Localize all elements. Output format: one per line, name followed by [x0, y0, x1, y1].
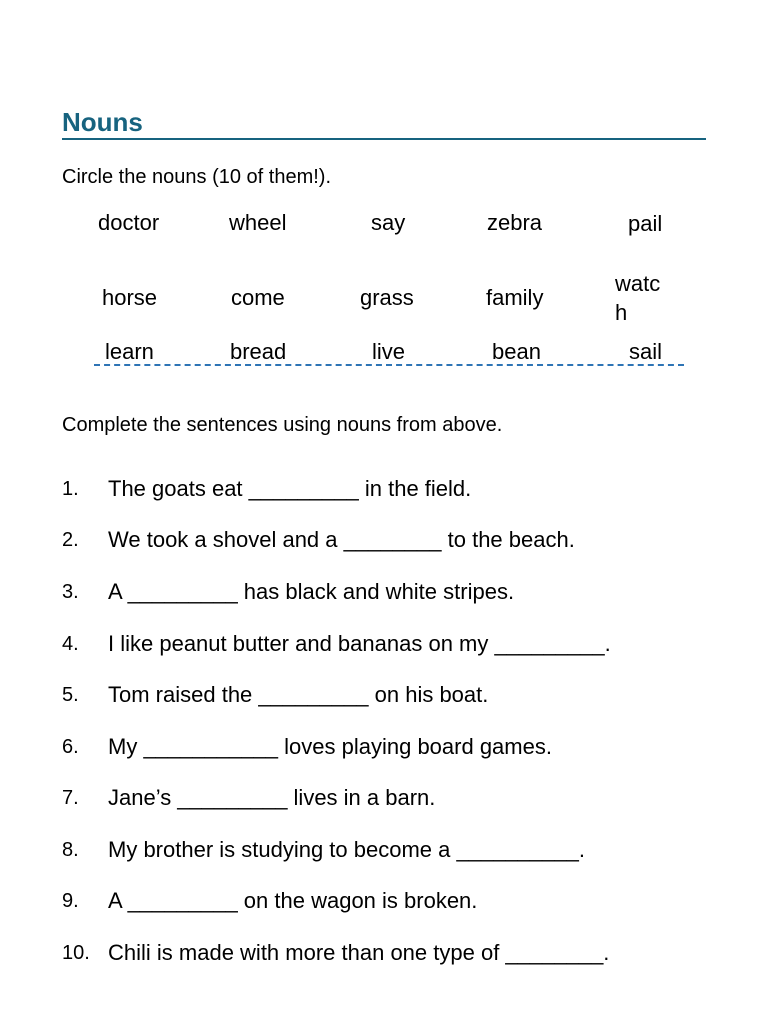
word-say: say — [371, 210, 406, 235]
word-sail: sail — [629, 339, 663, 364]
word-pail: pail — [628, 211, 663, 236]
sentence-number: 6. — [62, 736, 79, 758]
sentence-number: 3. — [62, 581, 79, 603]
instruction-complete-sentences: Complete the sentences using nouns from above. — [62, 414, 503, 436]
word-live: live — [372, 339, 406, 364]
sentence-text: A _________ has black and white stripes. — [108, 579, 515, 604]
sentence-text: I like peanut butter and bananas on my _________. — [108, 631, 611, 656]
sentence-text: We took a shovel and a ________ to the beach. — [108, 527, 575, 552]
word-horse: horse — [102, 285, 158, 310]
sentence-number: 7. — [62, 787, 79, 809]
sentence-number: 5. — [62, 684, 79, 706]
sentence-number: 9. — [62, 890, 79, 912]
sentence-number: 2. — [62, 529, 79, 551]
sentence-text: My brother is studying to become a __________. — [108, 837, 585, 862]
sentence-number: 4. — [62, 633, 79, 655]
sentence-text: Tom raised the _________ on his boat. — [108, 682, 489, 707]
word-learn: learn — [105, 339, 154, 364]
sentence-text: My ___________ loves playing board games. — [108, 734, 552, 759]
dashed-separator — [94, 364, 684, 366]
word-zebra: zebra — [487, 210, 543, 235]
word-bread: bread — [230, 339, 287, 364]
word-bean: bean — [492, 339, 541, 364]
instruction-circle-nouns: Circle the nouns (10 of them!). — [62, 166, 332, 188]
sentence-number: 8. — [62, 839, 79, 861]
sentence-text: Jane’s _________ lives in a barn. — [108, 785, 436, 810]
sentence-text: The goats eat _________ in the field. — [108, 476, 472, 501]
sentence-text: A _________ on the wagon is broken. — [108, 888, 478, 913]
sentence-number: 1. — [62, 478, 79, 500]
sentence-text: Chili is made with more than one type of ________. — [108, 940, 610, 965]
word-family: family — [486, 285, 544, 310]
sentence-number: 10. — [62, 942, 90, 964]
title-underline — [62, 138, 706, 140]
page-title: Nouns — [62, 107, 143, 137]
word-wheel: wheel — [229, 210, 287, 235]
word-grass: grass — [360, 285, 414, 310]
word-doctor: doctor — [98, 210, 160, 235]
word-come: come — [231, 285, 285, 310]
word-watch: watch — [615, 271, 661, 325]
